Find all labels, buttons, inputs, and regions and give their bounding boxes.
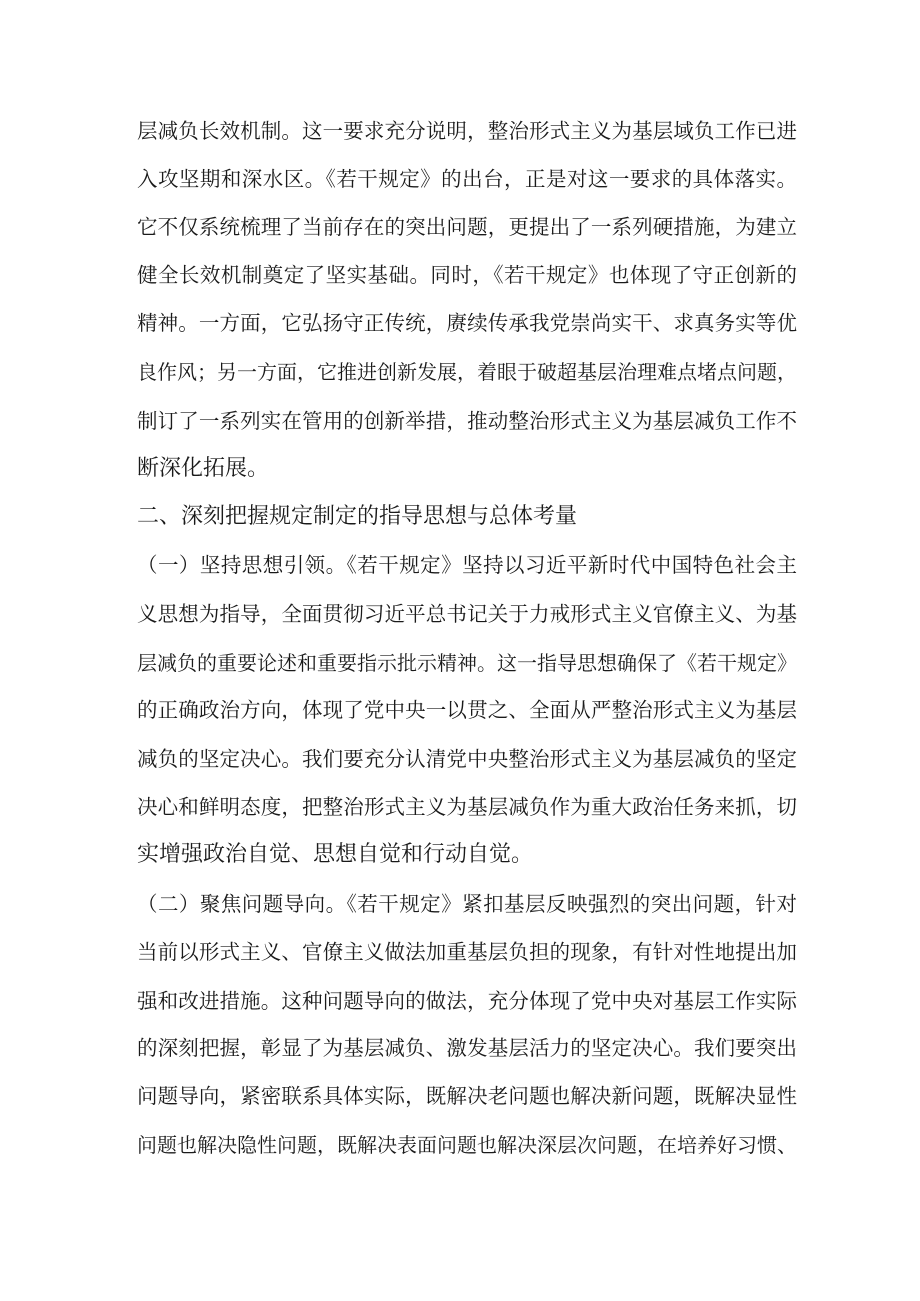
paragraph-line: 健全长效机制奠定了坚实基础。同时，《若干规定》也体现了守正创新的	[137, 263, 797, 287]
section-heading: 二、深刻把握规定制定的指导思想与总体考量	[137, 504, 578, 529]
paragraph-line: 减负的坚定决心。我们要充分认清党中央整治形式主义为基层减负的坚定	[137, 747, 797, 771]
paragraph-line: 良作风；另一方面，它推进创新发展，着眼于破超基层治理难点堵点问题，	[137, 360, 797, 384]
paragraph-line: 的正确政治方向，体现了党中央一以贯之、全面从严整治形式主义为基层	[137, 698, 797, 722]
paragraph-line: 精神。一方面，它弘扬守正传统，赓续传承我党崇尚实干、求真务实等优	[137, 311, 797, 335]
paragraph-line: （二）聚焦问题导向。《若干规定》紧扣基层反映强烈的突出问题，针对	[137, 892, 797, 916]
paragraph-line: 问题也解决隐性问题，既解决表面问题也解决深层次问题，在培养好习惯、	[137, 1133, 797, 1157]
paragraph-line: 决心和鲜明态度，把整治形式主义为基层减负作为重大政治任务来抓，切	[137, 795, 797, 819]
paragraph-line: 入攻坚期和深水区。《若干规定》的出台，正是对这一要求的具体落实。	[137, 167, 797, 191]
paragraph-line: 层减负的重要论述和重要指示批示精神。这一指导思想确保了《若干规定》	[137, 651, 797, 675]
paragraph-line: 它不仅系统梳理了当前存在的突出问题，更提出了一系列硬措施，为建立	[137, 215, 797, 239]
paragraph-line: 问题导向，紧密联系具体实际，既解决老问题也解决新问题，既解决显性	[137, 1084, 797, 1108]
paragraph-line: 义思想为指导，全面贯彻习近平总书记关于力戒形式主义官僚主义、为基	[137, 602, 797, 626]
paragraph-line: 制订了一系列实在管用的创新举措，推动整治形式主义为基层减负工作不	[137, 409, 797, 433]
paragraph-line: 强和改进措施。这种问题导向的做法，充分体现了党中央对基层工作实际	[137, 989, 797, 1013]
paragraph-line: 实增强政治自觉、思想自觉和行动自觉。	[137, 842, 534, 867]
paragraph-line: 断深化拓展。	[137, 456, 270, 481]
paragraph-line: 当前以形式主义、官僚主义做法加重基层负担的现象，有针对性地提出加	[137, 940, 797, 964]
paragraph-line: （一）坚持思想引领。《若干规定》坚持以习近平新时代中国特色社会主	[137, 553, 797, 577]
paragraph-line: 层减负长效机制。这一要求充分说明，整治形式主义为基层域负工作已进	[137, 119, 797, 143]
paragraph-line: 的深刻把握，彰显了为基层减负、激发基层活力的坚定决心。我们要突出	[137, 1036, 797, 1060]
